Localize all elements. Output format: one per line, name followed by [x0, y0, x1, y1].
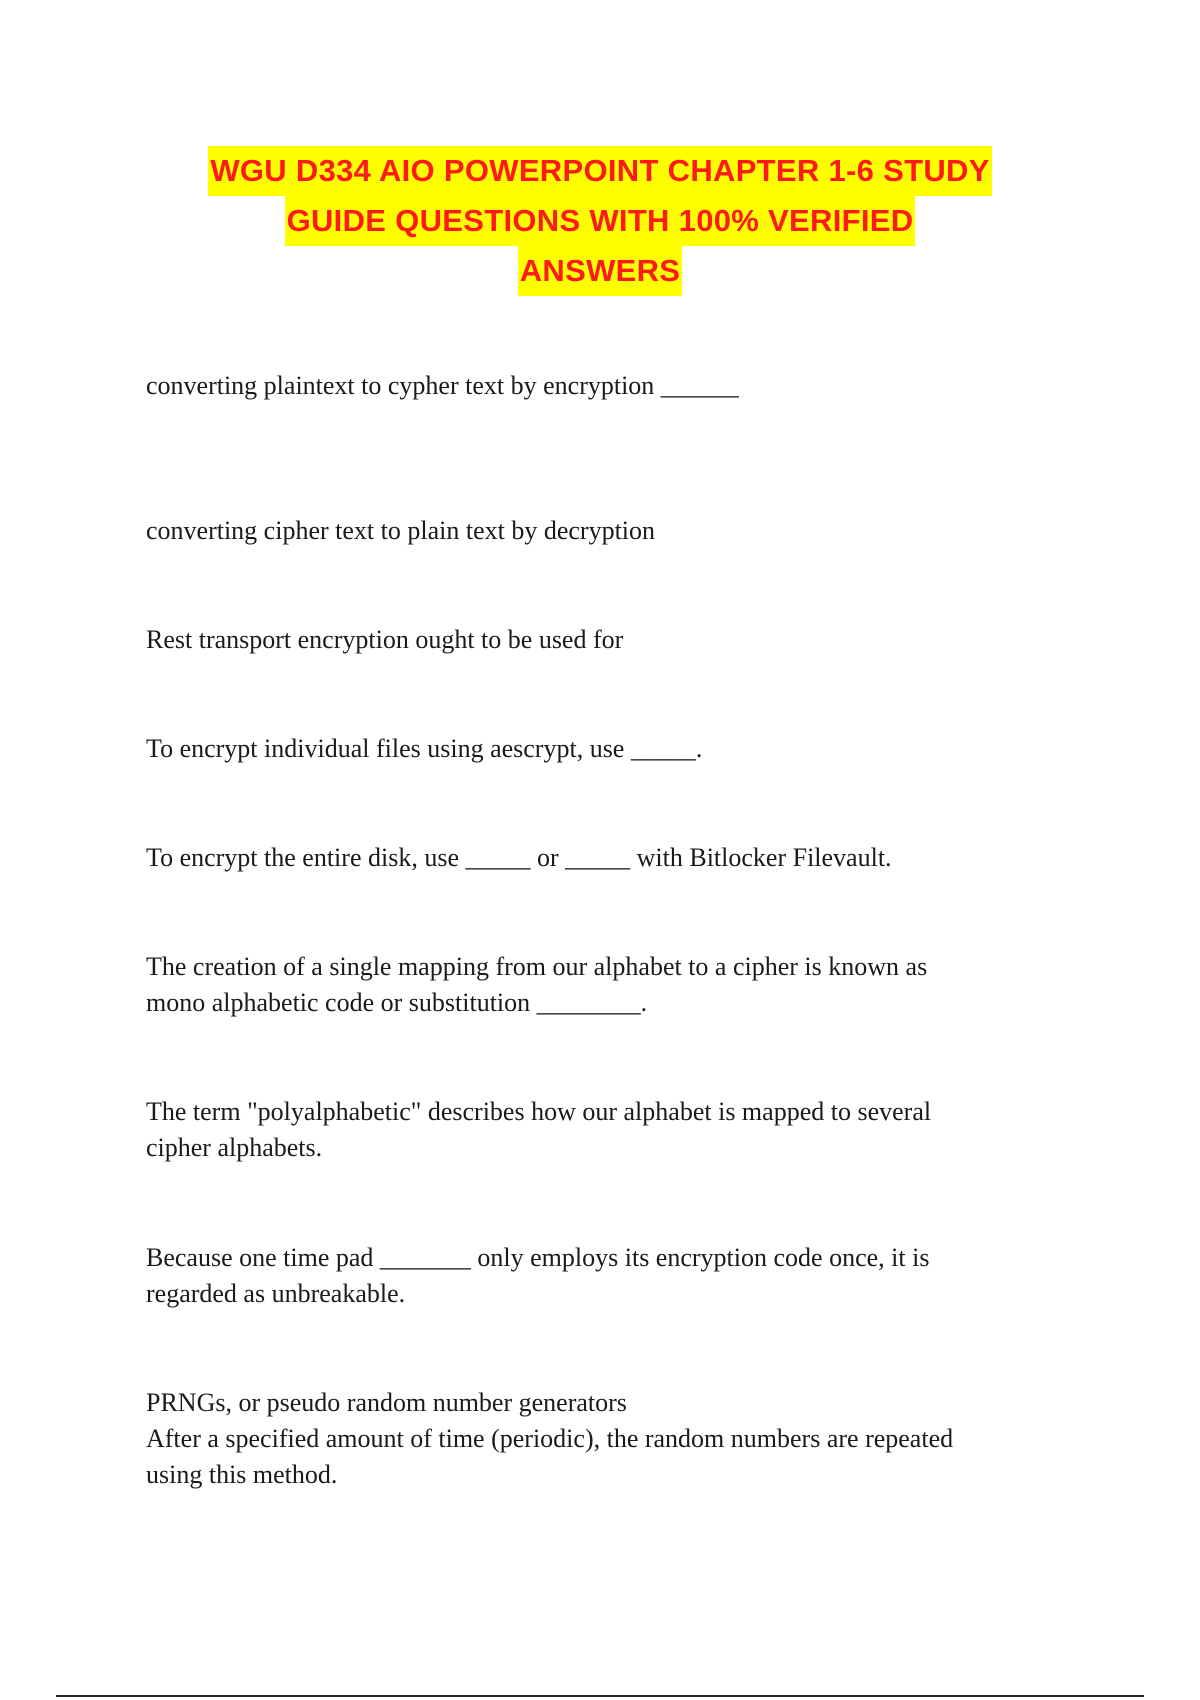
study-item — [146, 949, 1046, 1021]
item-text: After a specified amount of time (periodic), the random numbers are repeated — [146, 1424, 954, 1453]
title-line: GUIDE QUESTIONS WITH 100% VERIFIED — [285, 196, 916, 246]
item-text: The term "polyalphabetic" describes how our alphabet is mapped to several — [146, 1097, 932, 1126]
study-item — [146, 1385, 1046, 1493]
title-line: ANSWERS — [518, 246, 683, 296]
study-item — [146, 622, 1046, 658]
item-text: cipher alphabets. — [146, 1133, 323, 1162]
title-line: WGU D334 AIO POWERPOINT CHAPTER 1-6 STUDY — [208, 146, 991, 196]
item-text: Because one time pad _______ only employs its encryption code once, it is — [146, 1243, 930, 1272]
footer-divider — [56, 1695, 1144, 1697]
item-text: using this method. — [146, 1460, 338, 1489]
item-text: To encrypt the entire disk, use _____ or _____ with Bitlocker Filevault. — [146, 843, 892, 872]
study-item — [146, 368, 1046, 404]
item-text: Rest transport encryption ought to be used for — [146, 625, 624, 654]
item-text: converting cipher text to plain text by decryption — [146, 516, 656, 545]
item-text: The creation of a single mapping from our alphabet to a cipher is known as — [146, 952, 928, 981]
study-item — [146, 731, 1046, 767]
study-item — [146, 1094, 1046, 1166]
item-text: mono alphabetic code or substitution ________. — [146, 988, 648, 1017]
study-item — [146, 840, 1046, 876]
item-text: regarded as unbreakable. — [146, 1279, 406, 1308]
study-item — [146, 513, 1046, 549]
document-title — [0, 146, 1200, 296]
item-text: To encrypt individual files using aescrypt, use _____. — [146, 734, 703, 763]
study-item — [146, 1240, 1046, 1312]
item-text: converting plaintext to cypher text by encryption ______ — [146, 371, 739, 400]
item-text: PRNGs, or pseudo random number generators — [146, 1388, 627, 1417]
